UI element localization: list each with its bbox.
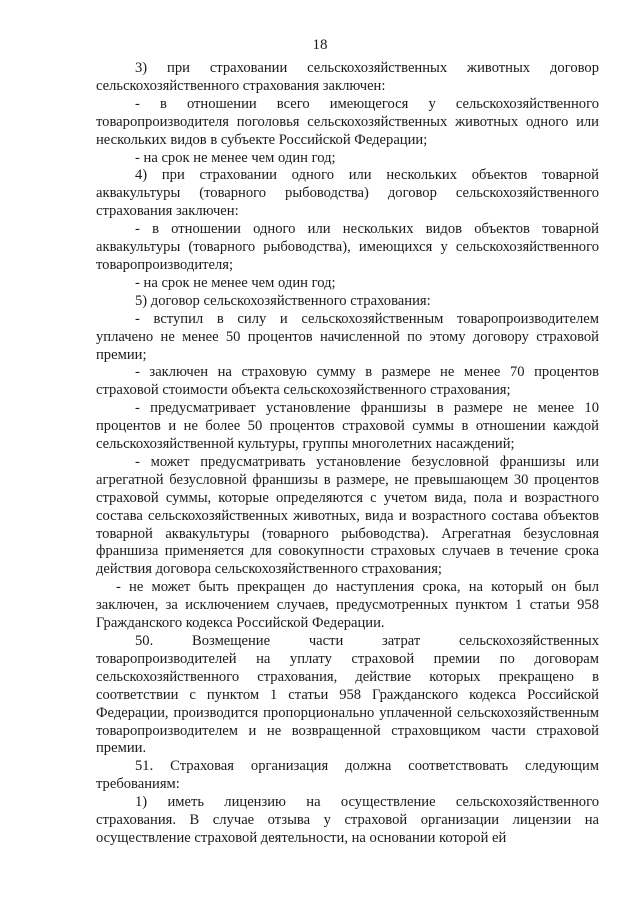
paragraph: 3) при страховании сельскохозяйственных животных договор сельскохозяйственного страхования заключен: xyxy=(96,60,599,94)
paragraph: - заключен на страховую сумму в размере не менее 70 процентов страховой стоимости объекта сельскохозяйственного страхования; xyxy=(96,364,599,399)
paragraph: 1) иметь лицензию на осуществление сельскохозяйственного страхования. В случае отзыва у страховой организации лицензии на осуществление страховой деятельности, на основании которой ей xyxy=(96,794,599,846)
paragraph: 5) договор сельскохозяйственного страхования: xyxy=(135,292,431,309)
paragraph: - на срок не менее чем один год; xyxy=(135,274,336,291)
paragraph: - в отношении одного или нескольких видов объектов товарной аквакультуры (товарного рыбоводства), имеющихся у сельскохозяйственного товаропроизводителя; xyxy=(96,221,599,273)
page-number: 18 xyxy=(312,37,328,53)
paragraph: - не может быть прекращен до наступления срока, на который он был заключен, за исключением случаев, предусмотренных пунктом 1 статьи 958 Гражданского кодекса Российской Федерации. xyxy=(96,579,599,632)
document-body xyxy=(96,60,599,848)
paragraph: - может предусматривать установление безусловной франшизы или агрегатной безусловной франшизы в размере, не превышающем 30 процентов страховой суммы, которые определяются с учетом вида, пола и возрастного состава сельскохозяйственных животных, вида и возрастного состава объектов товарной аквакультуры (товарного рыбоводства). Агрегатная безусловная франшиза применяется для совокупности страховых случаев в течение срока действия договора сельскохозяйственного страхования; xyxy=(96,453,599,578)
paragraph: 51. Страховая организация должна соответствовать следующим требованиям: xyxy=(96,758,599,793)
paragraph: - вступил в силу и сельскохозяйственным товаропроизводителем уплачено не менее 50 процентов начисленной по этому договору страховой премии; xyxy=(96,310,599,363)
paragraph: 4) при страховании одного или нескольких объектов товарной аквакультуры (товарного рыбоводства) договор сельскохозяйственного страхования заключен: xyxy=(96,167,599,220)
paragraph: - на срок не менее чем один год; xyxy=(135,149,336,166)
paragraph: - в отношении всего имеющегося у сельскохозяйственного товаропроизводителя поголовья сельскохозяйственных животных одного или нескольких видов в субъекте Российской Федерации; xyxy=(96,95,599,148)
paragraph: - предусматривает установление франшизы в размере не менее 10 процентов и не более 50 процентов страховой суммы в отношении каждой сельскохозяйственной культуры, группы многолетних насаждений; xyxy=(96,400,599,453)
paragraph: 50. Возмещение части затрат сельскохозяйственных товаропроизводителей на уплату страховой премии по договорам сельскохозяйственного страхования, действие которых прекращено в соответствии с пунктом 1 статьи 958 Гражданского кодекса Российской Федерации, производится пропорционально уплаченной сельскохозяйственным товаропроизводителем и не возвращенной страховщиком части страховой премии. xyxy=(96,633,599,757)
